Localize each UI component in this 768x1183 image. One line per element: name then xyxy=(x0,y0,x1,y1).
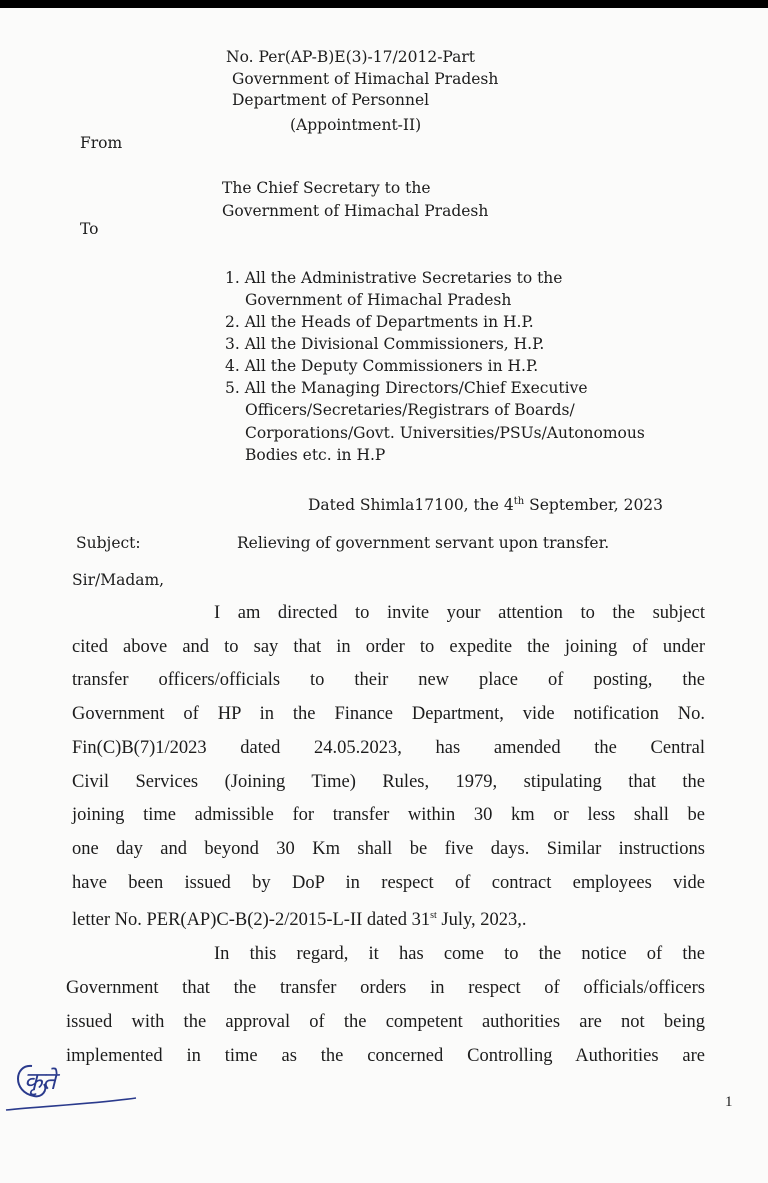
paragraph-line: issued with the approval of the competent authorities are not being xyxy=(66,1012,705,1032)
to-label: To xyxy=(80,220,99,238)
recipient: 1. All the Administrative Secretaries to the xyxy=(225,269,563,287)
dated-prefix: Dated Shimla17100, the 4 xyxy=(308,496,514,515)
letter-ref: letter No. PER(AP)C-B(2)-2/2015-L-II dated 31 xyxy=(72,910,431,931)
paragraph-line: Government that the transfer orders in respect of officials/officers xyxy=(66,978,705,998)
recipient: 3. All the Divisional Commissioners, H.P. xyxy=(225,335,545,353)
from-label: From xyxy=(80,134,123,152)
paragraph-line: In this regard, it has come to the notice of the xyxy=(214,944,705,964)
subject-label: Subject: xyxy=(76,534,141,552)
dated-suffix: September, 2023 xyxy=(524,496,664,515)
signature xyxy=(4,1062,144,1122)
paragraph-line: transfer officers/officials to their new place of posting, the xyxy=(72,670,705,690)
signature-initials: कृते xyxy=(24,1067,57,1095)
subject-text: Relieving of government servant upon transfer. xyxy=(237,534,610,552)
recipient: 2. All the Heads of Departments in H.P. xyxy=(225,313,534,331)
from-line-1: The Chief Secretary to the xyxy=(222,179,431,197)
paragraph-line: I am directed to invite your attention to the subject xyxy=(214,603,705,623)
paragraph-line xyxy=(72,905,705,931)
paragraph-line: Government of HP in the Finance Department, vide notification No. xyxy=(72,704,705,724)
paragraph-line: Fin(C)B(7)1/2023 dated 24.05.2023, has amended the Central xyxy=(72,738,705,758)
recipient: Officers/Secretaries/Registrars of Boards/ xyxy=(245,401,575,419)
government-heading: Government of Himachal Pradesh xyxy=(232,70,499,88)
salutation: Sir/Madam, xyxy=(72,571,165,589)
paragraph-line: cited above and to say that in order to expedite the joining of under xyxy=(72,637,705,657)
paragraph-line: one day and beyond 30 Km shall be five days. Similar instructions xyxy=(72,839,705,859)
recipient: Bodies etc. in H.P xyxy=(245,446,386,464)
page-number: 1 xyxy=(725,1094,733,1110)
recipient: Government of Himachal Pradesh xyxy=(245,291,512,309)
dated-sup: th xyxy=(513,496,525,507)
paragraph-line: joining time admissible for transfer within 30 km or less shall be xyxy=(72,805,705,825)
letter-ref-suffix: July, 2023,. xyxy=(436,910,527,931)
recipient: 4. All the Deputy Commissioners in H.P. xyxy=(225,357,539,375)
recipient: Corporations/Govt. Universities/PSUs/Autonomous xyxy=(245,424,645,442)
dated-line xyxy=(308,492,663,515)
top-black-border xyxy=(0,0,768,8)
paragraph-line: implemented in time as the concerned Controlling Authorities are xyxy=(66,1046,705,1066)
paragraph-line: Civil Services (Joining Time) Rules, 1979, stipulating that the xyxy=(72,772,705,792)
from-line-2: Government of Himachal Pradesh xyxy=(222,202,489,220)
section-heading: (Appointment-II) xyxy=(290,116,422,134)
letter-ref-sup: st xyxy=(430,910,437,921)
recipient: 5. All the Managing Directors/Chief Executive xyxy=(225,379,588,397)
paragraph-line: have been issued by DoP in respect of contract employees vide xyxy=(72,873,705,893)
file-number: No. Per(AP-B)E(3)-17/2012-Part xyxy=(226,48,476,66)
department-heading: Department of Personnel xyxy=(232,91,430,109)
